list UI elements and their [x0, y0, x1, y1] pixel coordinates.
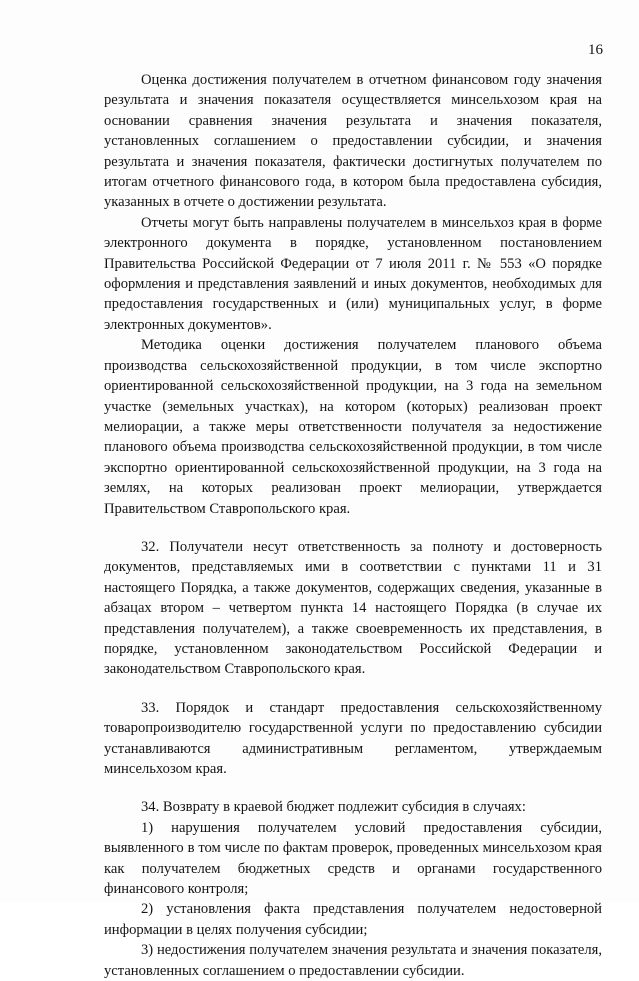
page-number: 16 — [588, 42, 603, 58]
document-body — [104, 70, 602, 981]
paragraph-32: 32. Получатели несут ответственность за полноту и достоверность документов, представляемых ими в соответствии с пунктами 11 и 31 настоящего Порядка, а также документов, содержащих сведения, указанные в абзацах втором – четвертом пункта 14 настоящего Порядка (в случае их представления получателем), а также своевременность их представления, в порядке, установленном законодательством Российской Федерации и законодательством Ставропольского края. — [104, 538, 602, 678]
paragraph-assessment: Оценка достижения получателем в отчетном финансовом году значения результата и значения показателя осуществляется минсельхозом края на основании сравнения значения результата и значения показателя, установленных соглашением о предоставлении субсидии, и значения результата и значения показателя, фактически достигнутых получателем по итогам отчетного финансового года, в котором была предоставлена субсидия, указанных в отчете о достижении результата. — [104, 72, 602, 211]
list-item-34-1: 1) нарушения получателем условий предоставления субсидии, выявленного в том числе по фактам проверок, проведенных минсельхозом края как получателем бюджетных средств и органами государственного финансового контроля; — [104, 819, 602, 898]
paragraph-34: 34. Возврату в краевой бюджет подлежит субсидия в случаях: — [141, 799, 526, 816]
paragraph-methodology: Методика оценки достижения получателем планового объема производства сельскохозяйственной продукции, в том числе экспортно ориентированной сельскохозяйственной продукции, на 3 года на земельном участке (земельных участках), на котором (которых) реализован проект мелиорации, а также меры ответственности получателя за недостижение планового объема производства сельскохозяйственной продукции, в том числе экспортно ориентированной сельскохозяйственной продукции, на 3 года на землях, на которых реализован проект мелиорации, утверждается Правительством Ставропольского края. — [104, 337, 602, 517]
list-item-34-3: 3) недостижения получателем значения результата и значения показателя, установленных соглашением о предоставлении субсидии. — [104, 942, 602, 979]
paragraph-33: 33. Порядок и стандарт предоставления сельскохозяйственному товаропроизводителю государственной услуги по предоставлению субсидии устанавливаются административным регламентом, утверждаемым минсельхозом края. — [104, 699, 602, 777]
paragraph-reports-electronic: Отчеты могут быть направлены получателем в минсельхоз края в форме электронного документа в порядке, установленном постановлением Правительства Российской Федерации от 7 июля 2011 г. № 553 «О порядке оформления и представления заявлений и иных документов, необходимых для предоставления государственных и (или) муниципальных услуг, в форме электронных документов». — [104, 214, 602, 333]
list-item-34-2: 2) установления факта представления получателем недостоверной информации в целях получения субсидии; — [104, 901, 602, 938]
